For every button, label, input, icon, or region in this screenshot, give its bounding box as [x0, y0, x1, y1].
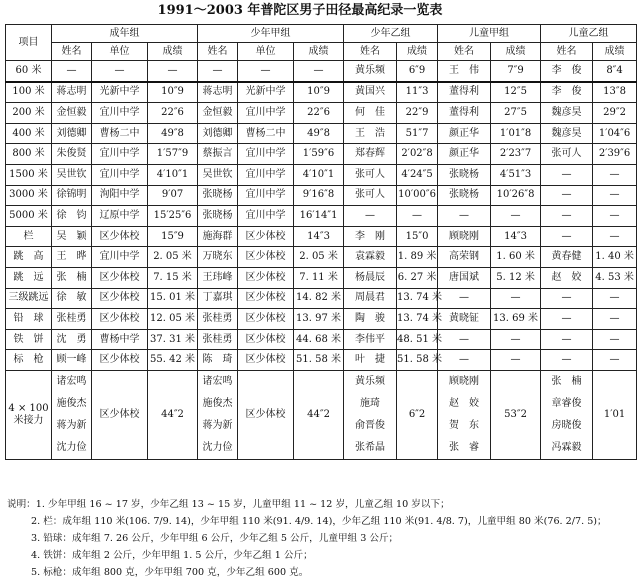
junior-b-name: 何 佳 [344, 103, 397, 124]
junior-b-name: — [344, 206, 397, 227]
table-row [6, 103, 637, 124]
child-a-name: 董得利 [438, 103, 491, 124]
relay-runner: 诸宏鸣 [56, 375, 87, 387]
child-a-name: 王 伟 [438, 61, 491, 82]
child-b-name: 李 俊 [541, 82, 593, 103]
note-line: 说明：1. 少年甲组 16 ~ 17 岁，少年乙组 13 ~ 15 岁，儿童甲组 11 ~ 12 岁，儿童乙组 10 岁以下； [7, 499, 450, 510]
child-a-result: — [491, 350, 541, 371]
child-b-name: — [541, 288, 593, 309]
notes [7, 496, 607, 581]
child-b-name: — [541, 309, 593, 330]
adult-name: 徐 钧 [52, 206, 92, 227]
header-name: 姓名 [541, 43, 593, 61]
junior-a-unit: 宜川中学 [238, 103, 294, 124]
junior-a-result: 7. 11 米 [294, 267, 344, 288]
junior-b-name: 张可人 [344, 164, 397, 185]
junior-b-result: 13. 74 米 [397, 309, 438, 330]
relay-runner: 章睿俊 [551, 397, 582, 409]
junior-a-result: 1′59″6 [294, 144, 344, 165]
note-line: 5. 标枪：成年组 800 克，少年甲组 700 克，少年乙组 600 克。 [31, 567, 309, 578]
child-b-result: 4. 53 米 [593, 267, 637, 288]
relay-runner: 蒋为新 [56, 419, 87, 431]
adult-unit: 宜川中学 [92, 247, 148, 268]
junior-b-name: 叶 捷 [344, 350, 397, 371]
child-b-result: — [593, 226, 637, 247]
child-b-name: — [541, 350, 593, 371]
child-a-result: 12″5 [491, 82, 541, 103]
junior-a-result: 2. 05 米 [294, 247, 344, 268]
child-a-result: 14″3 [491, 226, 541, 247]
junior-b-result: 13. 74 米 [397, 288, 438, 309]
junior-a-unit: 区少体校 [238, 247, 294, 268]
adult-unit: 宜川中学 [92, 103, 148, 124]
junior-b-name: 杨晨辰 [344, 267, 397, 288]
junior-a-result: 13. 97 米 [294, 309, 344, 330]
child-b-result: 8″4 [593, 61, 637, 82]
child-a-result: 1. 60 米 [491, 247, 541, 268]
child-a-name: 张晓杨 [438, 185, 491, 206]
relay-runner: 张 楠 [551, 375, 582, 387]
junior-a-unit: 区少体校 [238, 350, 294, 371]
child-a-result: 7″9 [491, 61, 541, 82]
junior-b-name: 周晨君 [344, 288, 397, 309]
adult-result: 15′25″6 [148, 206, 198, 227]
table-row [6, 185, 637, 206]
child-a-name: 颜正华 [438, 123, 491, 144]
junior-a-name: 刘德卿 [198, 123, 238, 144]
header-result: 成绩 [491, 43, 541, 61]
junior-a-unit: — [238, 61, 294, 82]
header-result: 成绩 [593, 43, 637, 61]
child-a-result: 2′23″7 [491, 144, 541, 165]
junior-a-unit: 光新中学 [238, 82, 294, 103]
child-a-result: 27″5 [491, 103, 541, 124]
child-a-result: 5. 12 米 [491, 267, 541, 288]
header-name: 姓名 [198, 43, 238, 61]
adult-name: — [52, 61, 92, 82]
note-line: 4. 铁饼：成年组 2 公斤，少年甲组 1. 5 公斤，少年乙组 1 公斤； [31, 550, 313, 561]
junior-a-unit: 区少体校 [238, 226, 294, 247]
junior-a-name: 蒋志明 [198, 82, 238, 103]
junior-a-name: 施海群 [198, 226, 238, 247]
event-cell: 跳 远 [6, 267, 52, 288]
junior-a-unit: 区少体校 [238, 329, 294, 350]
child-b-name: — [541, 164, 593, 185]
junior-a-result: — [294, 61, 344, 82]
child-a-name: — [438, 288, 491, 309]
child-a-result: 13. 69 米 [491, 309, 541, 330]
event-cell: 100 米 [6, 82, 52, 103]
junior-a-result: 10″9 [294, 82, 344, 103]
adult-name: 顾一峰 [52, 350, 92, 371]
junior-b-name: 王 浩 [344, 123, 397, 144]
child-b-name: 赵 姣 [541, 267, 593, 288]
relay-child-a-names [438, 370, 491, 459]
relay-runner: 蒋为新 [202, 419, 233, 431]
child-a-result: 4′51″3 [491, 164, 541, 185]
table-row [6, 61, 637, 82]
header-result: 成绩 [148, 43, 198, 61]
adult-unit: 宜川中学 [92, 164, 148, 185]
adult-result: 22″6 [148, 103, 198, 124]
relay-event [6, 370, 52, 459]
junior-b-result: 2′02″8 [397, 144, 438, 165]
child-a-name: 黄晓钲 [438, 309, 491, 330]
child-a-result: — [491, 288, 541, 309]
junior-a-name: — [198, 61, 238, 82]
junior-a-unit: 宜川中学 [238, 144, 294, 165]
relay-adult-result: 44″2 [148, 370, 198, 459]
table-row [6, 123, 637, 144]
table-row [6, 206, 637, 227]
child-b-name: — [541, 329, 593, 350]
event-cell: 800 米 [6, 144, 52, 165]
junior-a-name: 张晓杨 [198, 185, 238, 206]
relay-runner: 赵 姣 [449, 397, 480, 409]
junior-a-result: 49″8 [294, 123, 344, 144]
table-row [6, 82, 637, 103]
junior-b-name: 陶 骏 [344, 309, 397, 330]
table-row [6, 247, 637, 268]
junior-a-unit: 区少体校 [238, 267, 294, 288]
event-cell: 铅 球 [6, 309, 52, 330]
event-cell: 200 米 [6, 103, 52, 124]
adult-result: 4′10″1 [148, 164, 198, 185]
header-group-junior-b: 少年乙组 [344, 25, 438, 43]
relay-event-line1: 4 × 100 [8, 402, 49, 414]
header-name: 姓名 [438, 43, 491, 61]
relay-runner: 张 睿 [449, 441, 480, 453]
header-unit: 单位 [92, 43, 148, 61]
junior-b-name: 黄国兴 [344, 82, 397, 103]
junior-a-result: 51. 58 米 [294, 350, 344, 371]
adult-name: 朱俊贤 [52, 144, 92, 165]
junior-a-result: 4′10″1 [294, 164, 344, 185]
junior-b-name: 郑春辉 [344, 144, 397, 165]
junior-a-result: 14″3 [294, 226, 344, 247]
note-line: 3. 铅球：成年组 7. 26 公斤，少年甲组 6 公斤，少年乙组 5 公斤，儿童甲组 3 公斤； [31, 533, 399, 544]
junior-a-unit: 曹杨二中 [238, 123, 294, 144]
junior-a-unit: 宜川中学 [238, 164, 294, 185]
junior-a-name: 丁嘉琪 [198, 288, 238, 309]
relay-event-line2: 米接力 [13, 414, 44, 426]
junior-b-name: 张可人 [344, 185, 397, 206]
child-a-result: — [491, 206, 541, 227]
child-b-result: — [593, 185, 637, 206]
relay-junior-a-unit: 区少体校 [238, 370, 294, 459]
junior-a-name: 蔡振言 [198, 144, 238, 165]
child-b-result: — [593, 206, 637, 227]
adult-name: 张 楠 [52, 267, 92, 288]
child-a-name: 唐国斌 [438, 267, 491, 288]
header-name: 姓名 [344, 43, 397, 61]
relay-runner: 贺 东 [449, 419, 480, 431]
junior-a-name: 陈 琦 [198, 350, 238, 371]
child-a-name: 顾晓刚 [438, 226, 491, 247]
junior-b-result: 51″7 [397, 123, 438, 144]
table-row [6, 144, 637, 165]
junior-a-name: 王玮峰 [198, 267, 238, 288]
junior-a-name: 金恒毅 [198, 103, 238, 124]
junior-b-result: 1. 89 米 [397, 247, 438, 268]
junior-b-result: 6″9 [397, 61, 438, 82]
junior-b-result: 15″0 [397, 226, 438, 247]
relay-runner: 施俊杰 [202, 397, 233, 409]
junior-b-result: 51. 58 米 [397, 350, 438, 371]
junior-a-result: 9′16″8 [294, 185, 344, 206]
adult-unit: 区少体校 [92, 288, 148, 309]
child-b-name: 黄春健 [541, 247, 593, 268]
event-cell: 三级跳远 [6, 288, 52, 309]
relay-junior-a-result: 44″2 [294, 370, 344, 459]
child-a-name: 董得利 [438, 82, 491, 103]
relay-runner: 诸宏鸣 [202, 375, 233, 387]
relay-runner: 沈力俭 [202, 441, 233, 453]
junior-a-name: 万晓东 [198, 247, 238, 268]
adult-unit: 区少体校 [92, 226, 148, 247]
adult-result: 37. 31 米 [148, 329, 198, 350]
child-a-result: — [491, 329, 541, 350]
child-b-result: — [593, 329, 637, 350]
child-b-result: — [593, 288, 637, 309]
junior-b-result: 22″9 [397, 103, 438, 124]
relay-adult-names [52, 370, 92, 459]
junior-b-name: 黄乐频 [344, 61, 397, 82]
junior-b-name: 李伟平 [344, 329, 397, 350]
event-cell: 60 米 [6, 61, 52, 82]
header-result: 成绩 [294, 43, 344, 61]
adult-result: 2. 05 米 [148, 247, 198, 268]
table-row [6, 226, 637, 247]
junior-b-result: 11″3 [397, 82, 438, 103]
junior-b-result: 6. 27 米 [397, 267, 438, 288]
child-b-name: 张可人 [541, 144, 593, 165]
adult-result: 7. 15 米 [148, 267, 198, 288]
adult-unit: 洵阳中学 [92, 185, 148, 206]
adult-unit: 宜川中学 [92, 144, 148, 165]
relay-runner: 施琦 [360, 397, 381, 409]
header-group-junior-a: 少年甲组 [198, 25, 344, 43]
table-title: 1991～2003 年普陀区男子田径最高纪录一览表 [157, 3, 443, 18]
header-group-adult: 成年组 [52, 25, 198, 43]
junior-b-result: — [397, 206, 438, 227]
child-b-name: — [541, 185, 593, 206]
adult-unit: 区少体校 [92, 267, 148, 288]
event-cell: 标 枪 [6, 350, 52, 371]
event-cell: 400 米 [6, 123, 52, 144]
adult-name: 张桂勇 [52, 309, 92, 330]
relay-runner: 施俊杰 [56, 397, 87, 409]
junior-a-unit: 区少体校 [238, 288, 294, 309]
junior-a-name: 张桂勇 [198, 329, 238, 350]
child-a-result: 1′01″8 [491, 123, 541, 144]
adult-unit: 曹杨中学 [92, 329, 148, 350]
child-b-name: 李 俊 [541, 61, 593, 82]
junior-a-unit: 宜川中学 [238, 206, 294, 227]
junior-a-result: 14. 82 米 [294, 288, 344, 309]
child-b-name: 魏彦昊 [541, 103, 593, 124]
adult-name: 蒋志明 [52, 82, 92, 103]
junior-b-name: 李 刚 [344, 226, 397, 247]
child-b-result: — [593, 164, 637, 185]
child-a-name: — [438, 350, 491, 371]
event-cell: 5000 米 [6, 206, 52, 227]
adult-result: 9′07 [148, 185, 198, 206]
child-a-name: 高荣钢 [438, 247, 491, 268]
table-body [6, 61, 637, 460]
child-b-result: 29″2 [593, 103, 637, 124]
relay-runner: 房晓俊 [551, 419, 582, 431]
junior-b-name: 袁霖毅 [344, 247, 397, 268]
child-a-name: — [438, 206, 491, 227]
header-name: 姓名 [52, 43, 92, 61]
child-b-name: — [541, 206, 593, 227]
adult-name: 徐 敏 [52, 288, 92, 309]
table-row [6, 350, 637, 371]
adult-unit: 区少体校 [92, 350, 148, 371]
child-a-result: 10′26″8 [491, 185, 541, 206]
adult-result: 15″9 [148, 226, 198, 247]
junior-a-unit: 区少体校 [238, 309, 294, 330]
adult-result: 15. 01 米 [148, 288, 198, 309]
child-a-name: 颜正华 [438, 144, 491, 165]
adult-name: 金恒毅 [52, 103, 92, 124]
relay-junior-b-names [344, 370, 397, 459]
table-row [6, 288, 637, 309]
adult-name: 刘德卿 [52, 123, 92, 144]
adult-name: 沈 勇 [52, 329, 92, 350]
relay-runner: 沈力俭 [56, 441, 87, 453]
records-table [5, 24, 637, 460]
adult-unit: 曹杨二中 [92, 123, 148, 144]
adult-result: 55. 42 米 [148, 350, 198, 371]
header-group-child-b: 儿童乙组 [541, 25, 637, 43]
child-b-result: — [593, 309, 637, 330]
header-unit: 单位 [238, 43, 294, 61]
relay-runner: 顾晓刚 [449, 375, 480, 387]
adult-result: 49″8 [148, 123, 198, 144]
table-row-relay [6, 370, 637, 459]
child-a-name: — [438, 329, 491, 350]
junior-a-result: 16′14″1 [294, 206, 344, 227]
event-cell: 3000 米 [6, 185, 52, 206]
adult-result: 1′57″9 [148, 144, 198, 165]
table-row [6, 267, 637, 288]
child-a-name: 张晓杨 [438, 164, 491, 185]
child-b-name: — [541, 226, 593, 247]
child-b-result: 2′39″6 [593, 144, 637, 165]
child-b-result: 1′04″6 [593, 123, 637, 144]
table-row [6, 329, 637, 350]
header-item: 项目 [6, 25, 52, 61]
event-cell: 1500 米 [6, 164, 52, 185]
event-cell: 铁 饼 [6, 329, 52, 350]
relay-runner: 张希晶 [355, 441, 386, 453]
note-line: 2. 栏：成年组 110 米(106. 7/9. 14)，少年甲组 110 米(91. 4/9. 14)，少年乙组 110 米(91. 4/8. 7)，儿童甲组 80 米(76. 2/7. 5)； [31, 516, 607, 527]
child-b-name: 魏彦昊 [541, 123, 593, 144]
adult-name: 吴 颖 [52, 226, 92, 247]
junior-a-result: 44. 68 米 [294, 329, 344, 350]
adult-unit: 区少体校 [92, 309, 148, 330]
adult-unit: 光新中学 [92, 82, 148, 103]
adult-unit: — [92, 61, 148, 82]
relay-child-b-result: 1′01 [593, 370, 637, 459]
junior-a-result: 22″6 [294, 103, 344, 124]
adult-name: 吴世钦 [52, 164, 92, 185]
adult-unit: 辽原中学 [92, 206, 148, 227]
relay-junior-b-result: 6″2 [397, 370, 438, 459]
relay-junior-a-names [198, 370, 238, 459]
child-b-result: — [593, 350, 637, 371]
relay-child-b-names [541, 370, 593, 459]
relay-adult-unit: 区少体校 [92, 370, 148, 459]
header-result: 成绩 [397, 43, 438, 61]
junior-b-result: 48. 51 米 [397, 329, 438, 350]
adult-name: 徐锦明 [52, 185, 92, 206]
adult-result: — [148, 61, 198, 82]
junior-a-name: 张桂勇 [198, 309, 238, 330]
junior-a-unit: 宜川中学 [238, 185, 294, 206]
table-row [6, 164, 637, 185]
junior-a-name: 张晓杨 [198, 206, 238, 227]
event-cell: 栏 [6, 226, 52, 247]
table-row [6, 309, 637, 330]
relay-runner: 冯霖毅 [551, 441, 582, 453]
junior-b-result: 10′00″6 [397, 185, 438, 206]
relay-child-a-result: 53″2 [491, 370, 541, 459]
adult-result: 12. 05 米 [148, 309, 198, 330]
event-cell: 跳 高 [6, 247, 52, 268]
adult-result: 10″9 [148, 82, 198, 103]
child-b-result: 13″8 [593, 82, 637, 103]
relay-runner: 黄乐频 [355, 375, 386, 387]
junior-b-result: 4′24″5 [397, 164, 438, 185]
header-group-child-a: 儿童甲组 [438, 25, 541, 43]
junior-a-name: 吴世钦 [198, 164, 238, 185]
child-b-result: 1. 40 米 [593, 247, 637, 268]
adult-name: 王 晔 [52, 247, 92, 268]
relay-runner: 俞晋俊 [355, 419, 386, 431]
